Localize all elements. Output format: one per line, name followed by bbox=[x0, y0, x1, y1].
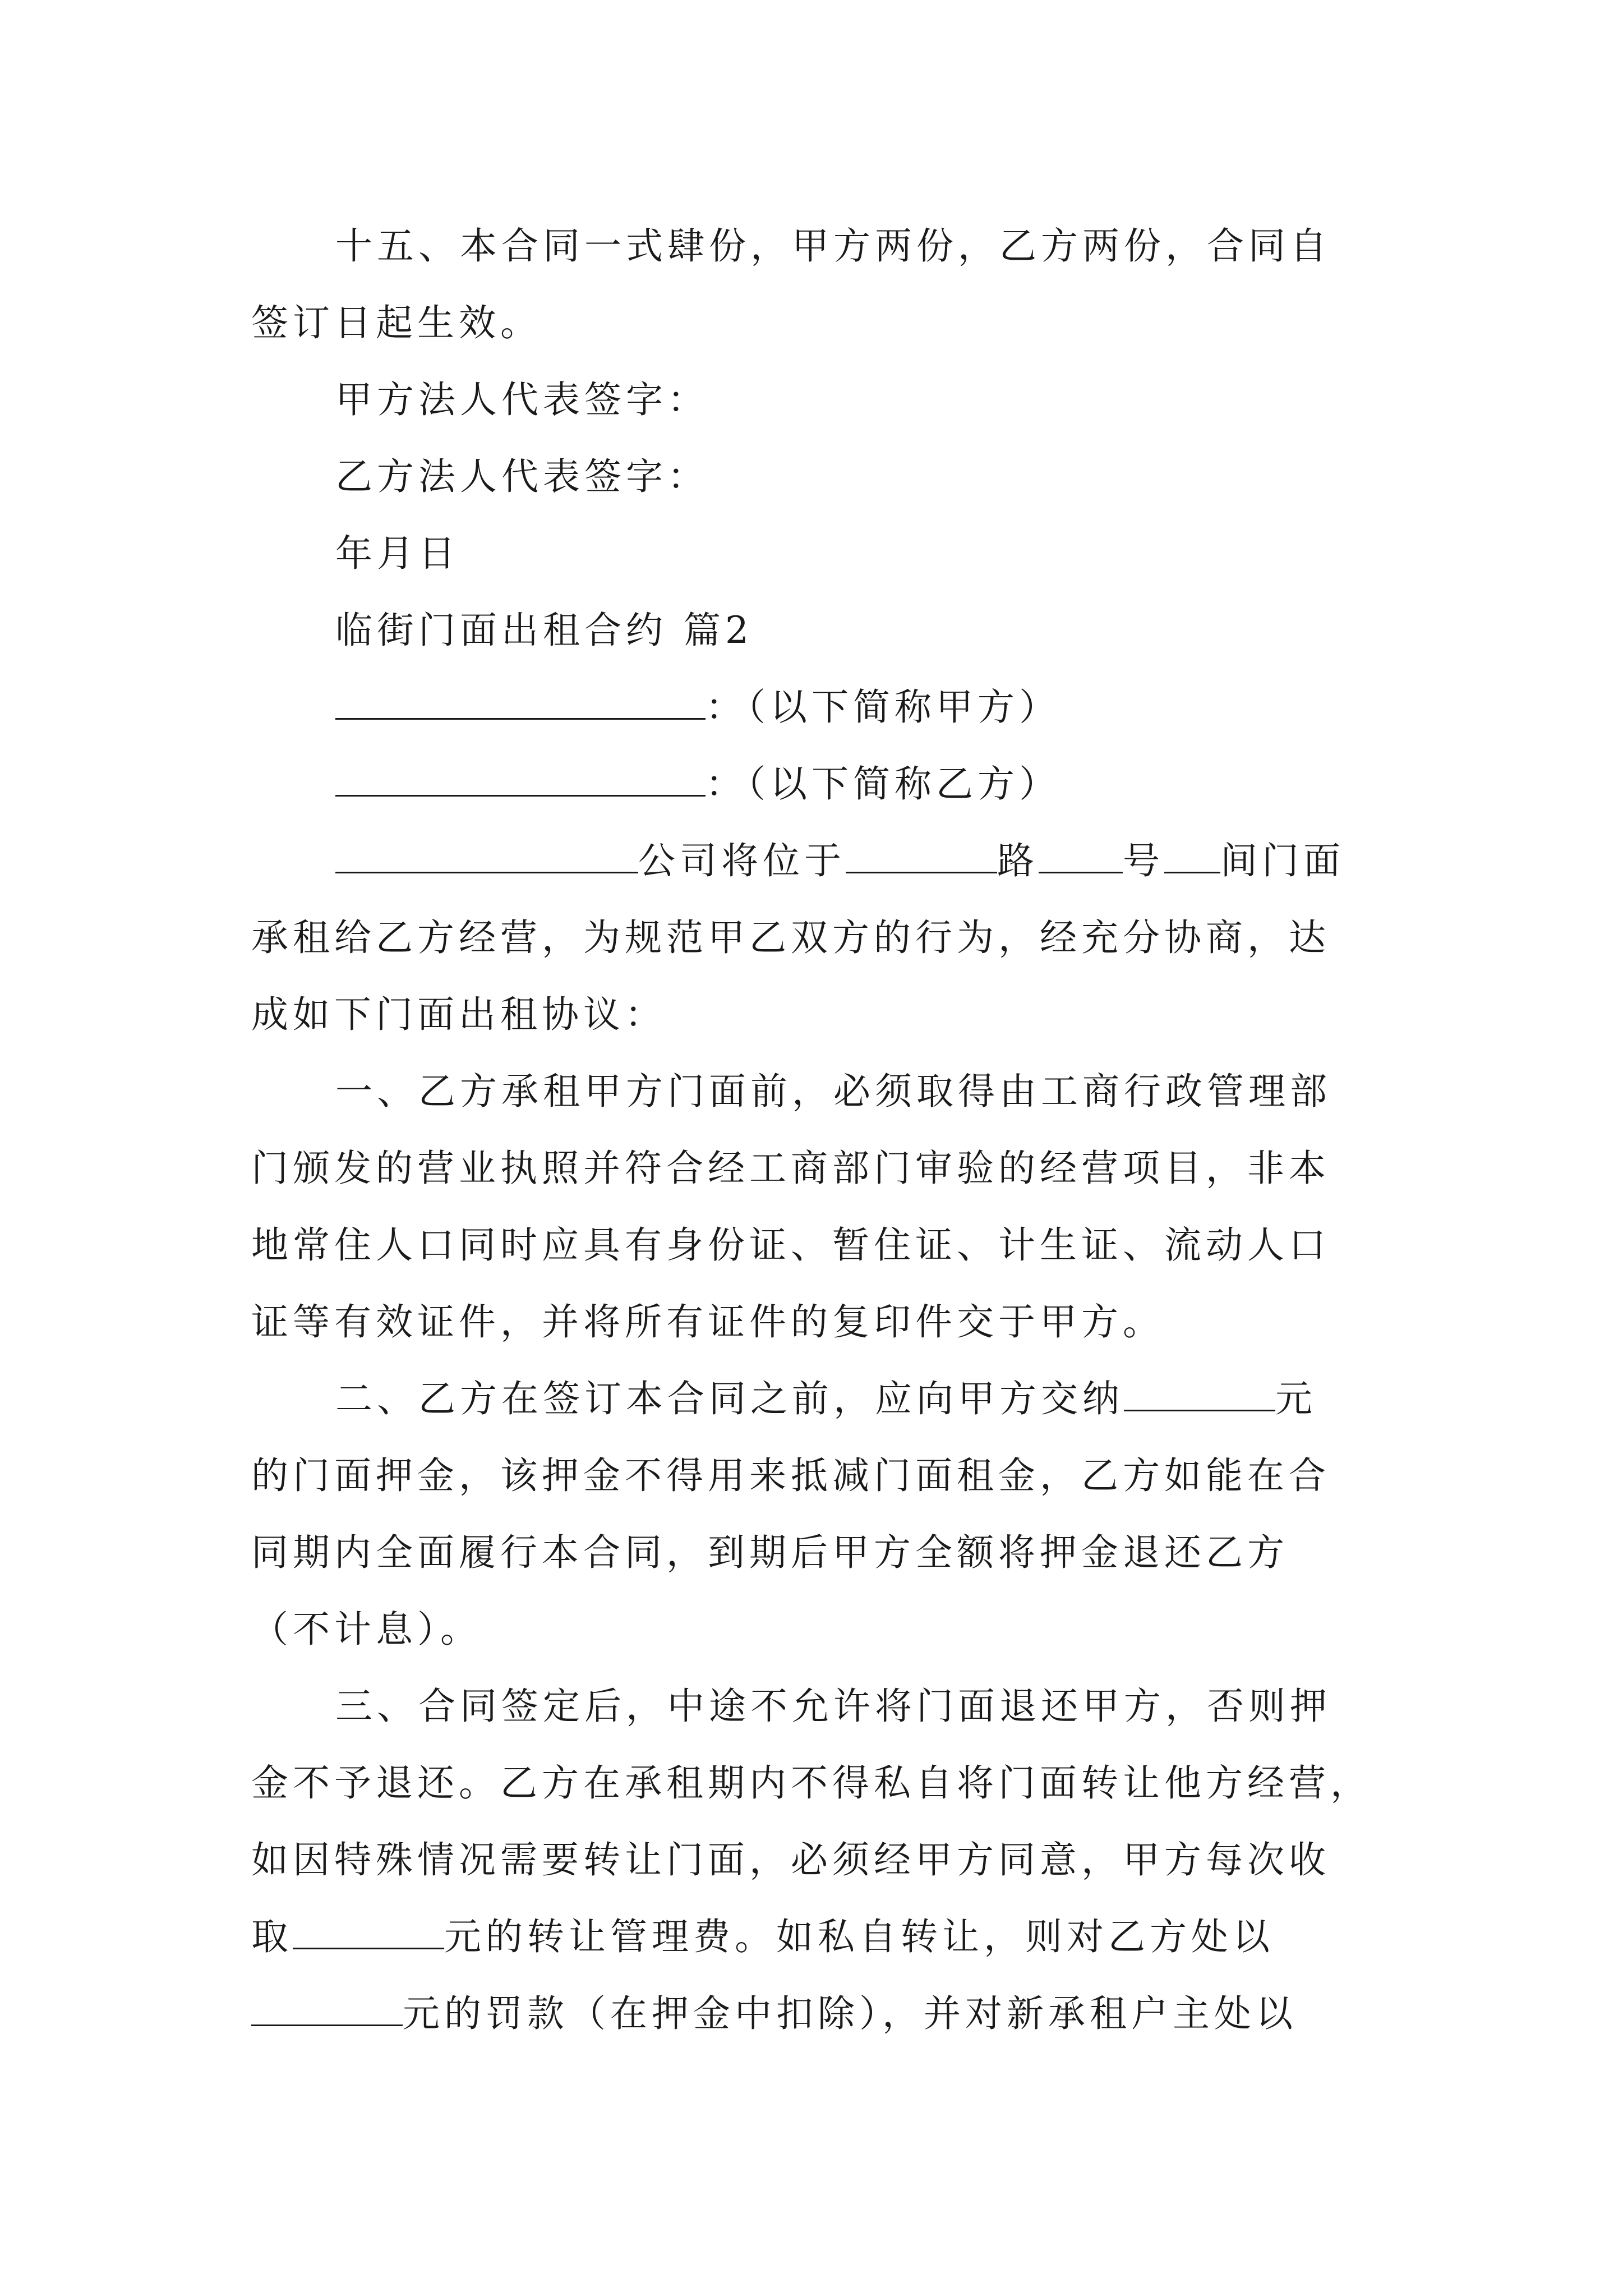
clause-1-line-1: 一、乙方承租甲方门面前，必须取得由工商行政管理部 bbox=[335, 1070, 1331, 1113]
clause-3-text-2: 元的转让管理费。如私自转让，则对乙方处以 bbox=[444, 1915, 1274, 1958]
clause-3-line-4 bbox=[251, 1898, 1373, 1975]
intro-line-1 bbox=[251, 822, 1457, 899]
date-label: 年月日 bbox=[335, 532, 460, 575]
intro-line-3: 成如下门面出租协议： bbox=[251, 993, 666, 1036]
clause-2-line-2: 的门面押金，该押金不得用来抵减门面租金，乙方如能在合 bbox=[251, 1454, 1330, 1497]
intro-text-3: 号 bbox=[1123, 839, 1164, 882]
clause-2-line-3: 同期内全面履行本合同，到期后甲方全额将押金退还乙方 bbox=[251, 1531, 1289, 1574]
party-a-line bbox=[251, 669, 1457, 746]
clause-3-line-5 bbox=[251, 1975, 1373, 2052]
clause-2-text-1: 二、乙方在签订本合同之前，应向甲方交纳 bbox=[335, 1377, 1124, 1420]
intro-text-1: 公司将位于 bbox=[638, 839, 846, 882]
party-b-name-blank bbox=[335, 763, 706, 797]
clause-2-line-4: （不计息）。 bbox=[251, 1608, 482, 1651]
intro-line-2: 承租给乙方经营，为规范甲乙双方的行为，经充分协商，达 bbox=[251, 916, 1330, 959]
clause-3-line-1: 三、合同签定后，中途不允许将门面退还甲方，否则押 bbox=[335, 1685, 1331, 1728]
intro-text-2: 路 bbox=[997, 839, 1039, 882]
rooms-blank bbox=[1164, 840, 1220, 873]
road-blank bbox=[846, 840, 997, 873]
party-a-suffix: ：（以下简称甲方） bbox=[706, 685, 1061, 729]
penalty-amount-blank bbox=[251, 1993, 403, 2026]
clause-2-line-1 bbox=[251, 1360, 1457, 1437]
clause-3-text-1: 取 bbox=[251, 1915, 293, 1958]
party-a-signature-label: 甲方法人代表签字： bbox=[335, 378, 709, 421]
clause-1-line-4: 证等有效证件，并将所有证件的复印件交于甲方。 bbox=[251, 1300, 1164, 1343]
intro-text-4: 间门面 bbox=[1220, 839, 1345, 882]
section-title: 临街门面出租合约 篇2 bbox=[335, 609, 753, 652]
company-name-blank bbox=[335, 840, 638, 873]
clause-3-line-3: 如因特殊情况需要转让门面，必须经甲方同意，甲方每次收 bbox=[251, 1838, 1330, 1881]
party-b-signature-label: 乙方法人代表签字： bbox=[335, 455, 709, 498]
number-blank bbox=[1039, 840, 1123, 873]
clause-1-line-2: 门颁发的营业执照并符合经工商部门审验的经营项目，非本 bbox=[251, 1147, 1330, 1190]
transfer-fee-blank bbox=[293, 1916, 444, 1949]
clause-1-line-3: 地常住人口同时应具有身份证、暂住证、计生证、流动人口 bbox=[251, 1223, 1330, 1267]
deposit-amount-blank bbox=[1124, 1378, 1275, 1411]
party-b-suffix: ：（以下简称乙方） bbox=[706, 762, 1061, 806]
party-a-name-blank bbox=[335, 687, 706, 720]
clause-3-text-3: 元的罚款（在押金中扣除），并对新承租户主处以 bbox=[403, 1992, 1297, 2035]
clause-15-line-2: 签订日起生效。 bbox=[251, 301, 542, 344]
clause-3-line-2: 金不予退还。乙方在承租期内不得私自将门面转让他方经营， bbox=[251, 1761, 1372, 1805]
party-b-line bbox=[251, 746, 1457, 822]
clause-2-text-2: 元 bbox=[1275, 1377, 1317, 1420]
clause-15-line-1: 十五、本合同一式肆份，甲方两份，乙方两份，合同自 bbox=[335, 224, 1331, 268]
